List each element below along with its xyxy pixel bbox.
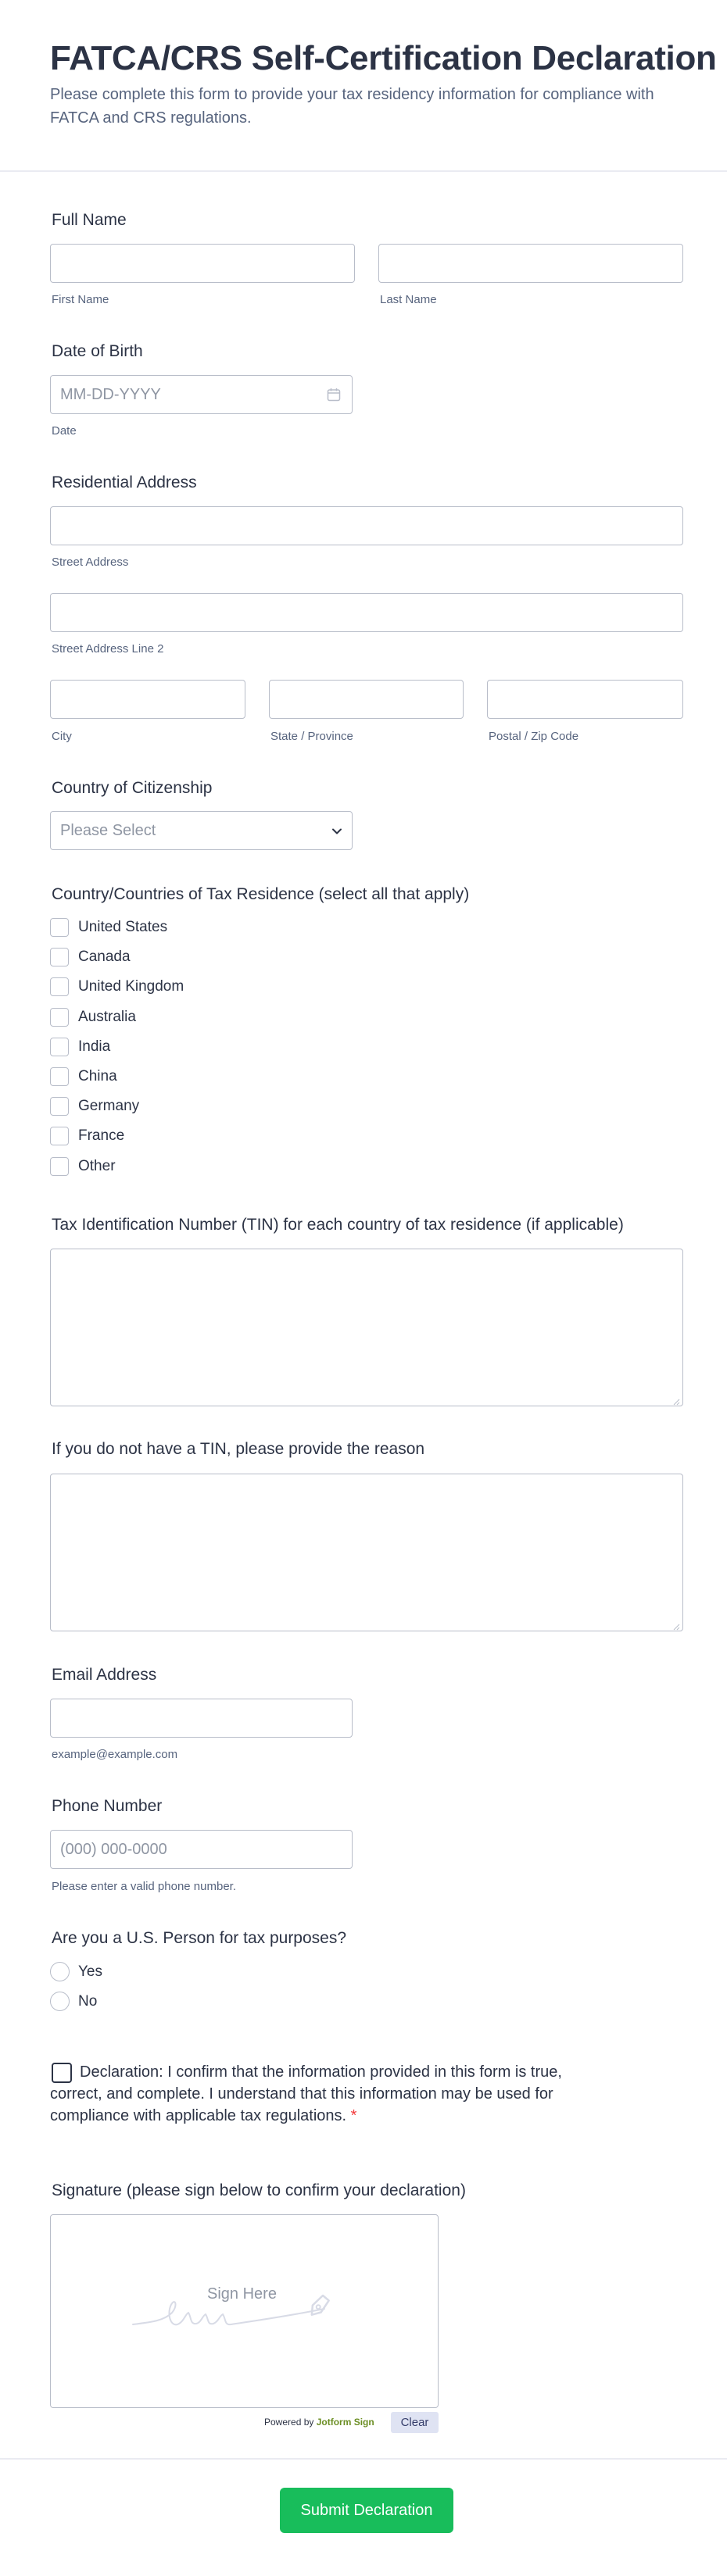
tin-label: Tax Identification Number (TIN) for each country of tax residence (if applicable) (52, 1216, 624, 1234)
checkbox-germany[interactable] (50, 1097, 69, 1116)
checkbox-label: United States (78, 919, 168, 935)
checkbox-label: India (78, 1038, 111, 1055)
citizenship-selected-value: Please Select (60, 822, 156, 839)
required-mark: * (350, 2107, 357, 2124)
citizenship-label: Country of Citizenship (52, 779, 213, 797)
dob-label: Date of Birth (52, 342, 143, 360)
powered-by-prefix: Powered by (264, 2417, 317, 2428)
phone-input[interactable] (50, 1830, 353, 1869)
signature-pad[interactable] (50, 2214, 439, 2408)
radio-yes-label: Yes (78, 1963, 102, 1980)
radio-no[interactable] (50, 1992, 70, 2011)
full-name-label: Full Name (52, 211, 127, 229)
city-sublabel: City (52, 730, 72, 743)
resize-handle-icon[interactable] (672, 1620, 680, 1628)
form-title: FATCA/CRS Self-Certification Declaration (50, 39, 717, 77)
last-name-sublabel: Last Name (380, 293, 437, 306)
phone-placeholder: (000) 000-0000 (60, 1841, 167, 1858)
dob-sublabel: Date (52, 424, 77, 438)
chevron-down-icon (331, 826, 342, 837)
checkbox-china[interactable] (50, 1067, 69, 1086)
form-header (0, 0, 727, 172)
street-address-sublabel: Street Address (52, 556, 129, 569)
dob-input[interactable] (50, 375, 353, 414)
state-sublabel: State / Province (270, 730, 353, 743)
signature-hint: Sign Here (207, 2285, 277, 2303)
first-name-sublabel: First Name (52, 293, 109, 306)
checkbox-label: France (78, 1127, 125, 1144)
postal-code-input[interactable] (487, 680, 683, 719)
checkbox-france[interactable] (50, 1127, 69, 1145)
tin-textarea[interactable] (50, 1249, 683, 1406)
checkbox-label: Canada (78, 949, 131, 965)
email-sublabel: example@example.com (52, 1748, 178, 1761)
checkbox-canada[interactable] (50, 948, 69, 966)
calendar-icon[interactable] (327, 388, 341, 402)
checkbox-united-states[interactable] (50, 918, 69, 937)
resize-handle-icon[interactable] (672, 1395, 680, 1403)
radio-no-label: No (78, 1993, 98, 2010)
checkbox-label: Australia (78, 1009, 136, 1025)
street-address-2-input[interactable] (50, 593, 683, 632)
checkbox-label: Other (78, 1158, 116, 1174)
checkbox-other[interactable] (50, 1157, 69, 1176)
signature-label: Signature (please sign below to confirm your declaration) (52, 2181, 466, 2199)
checkbox-label: Germany (78, 1098, 140, 1114)
tax-residence-label: Country/Countries of Tax Residence (select all that apply) (52, 885, 470, 903)
checkbox-india[interactable] (50, 1038, 69, 1056)
checkbox-label: United Kingdom (78, 978, 184, 995)
last-name-input[interactable] (378, 244, 683, 283)
declaration-text (50, 2061, 613, 2127)
clear-signature-button[interactable]: Clear (391, 2412, 439, 2433)
no-tin-label: If you do not have a TIN, please provide the reason (52, 1440, 425, 1458)
street-address-2-sublabel: Street Address Line 2 (52, 642, 164, 656)
form-subtitle: Please complete this form to provide your tax residency information for compliance with FATCA and CRS regulations. (50, 86, 654, 127)
first-name-input[interactable] (50, 244, 355, 283)
checkbox-label: China (78, 1068, 117, 1084)
citizenship-select[interactable] (50, 811, 353, 850)
address-label: Residential Address (52, 473, 197, 491)
phone-label: Phone Number (52, 1797, 163, 1815)
postal-code-sublabel: Postal / Zip Code (489, 730, 579, 743)
phone-sublabel: Please enter a valid phone number. (52, 1880, 236, 1893)
powered-by-brand: Jotform Sign (316, 2417, 374, 2428)
city-input[interactable] (50, 680, 245, 719)
form-footer (0, 2458, 727, 2576)
state-input[interactable] (269, 680, 464, 719)
submit-button[interactable]: Submit Declaration (280, 2488, 453, 2533)
radio-yes[interactable] (50, 1962, 70, 1981)
checkbox-australia[interactable] (50, 1008, 69, 1027)
dob-placeholder: MM-DD-YYYY (60, 386, 161, 403)
email-label: Email Address (52, 1666, 157, 1684)
declaration-text-content: Declaration: I confirm that the information provided in this form is true, correct, and complete. I understand that this information may be used for compliance with applicable tax regulations. (50, 2063, 562, 2124)
email-input[interactable] (50, 1699, 353, 1738)
us-person-label: Are you a U.S. Person for tax purposes? (52, 1929, 347, 1947)
powered-by-text (264, 2417, 374, 2428)
checkbox-united-kingdom[interactable] (50, 977, 69, 996)
no-tin-textarea[interactable] (50, 1474, 683, 1631)
street-address-input[interactable] (50, 506, 683, 545)
